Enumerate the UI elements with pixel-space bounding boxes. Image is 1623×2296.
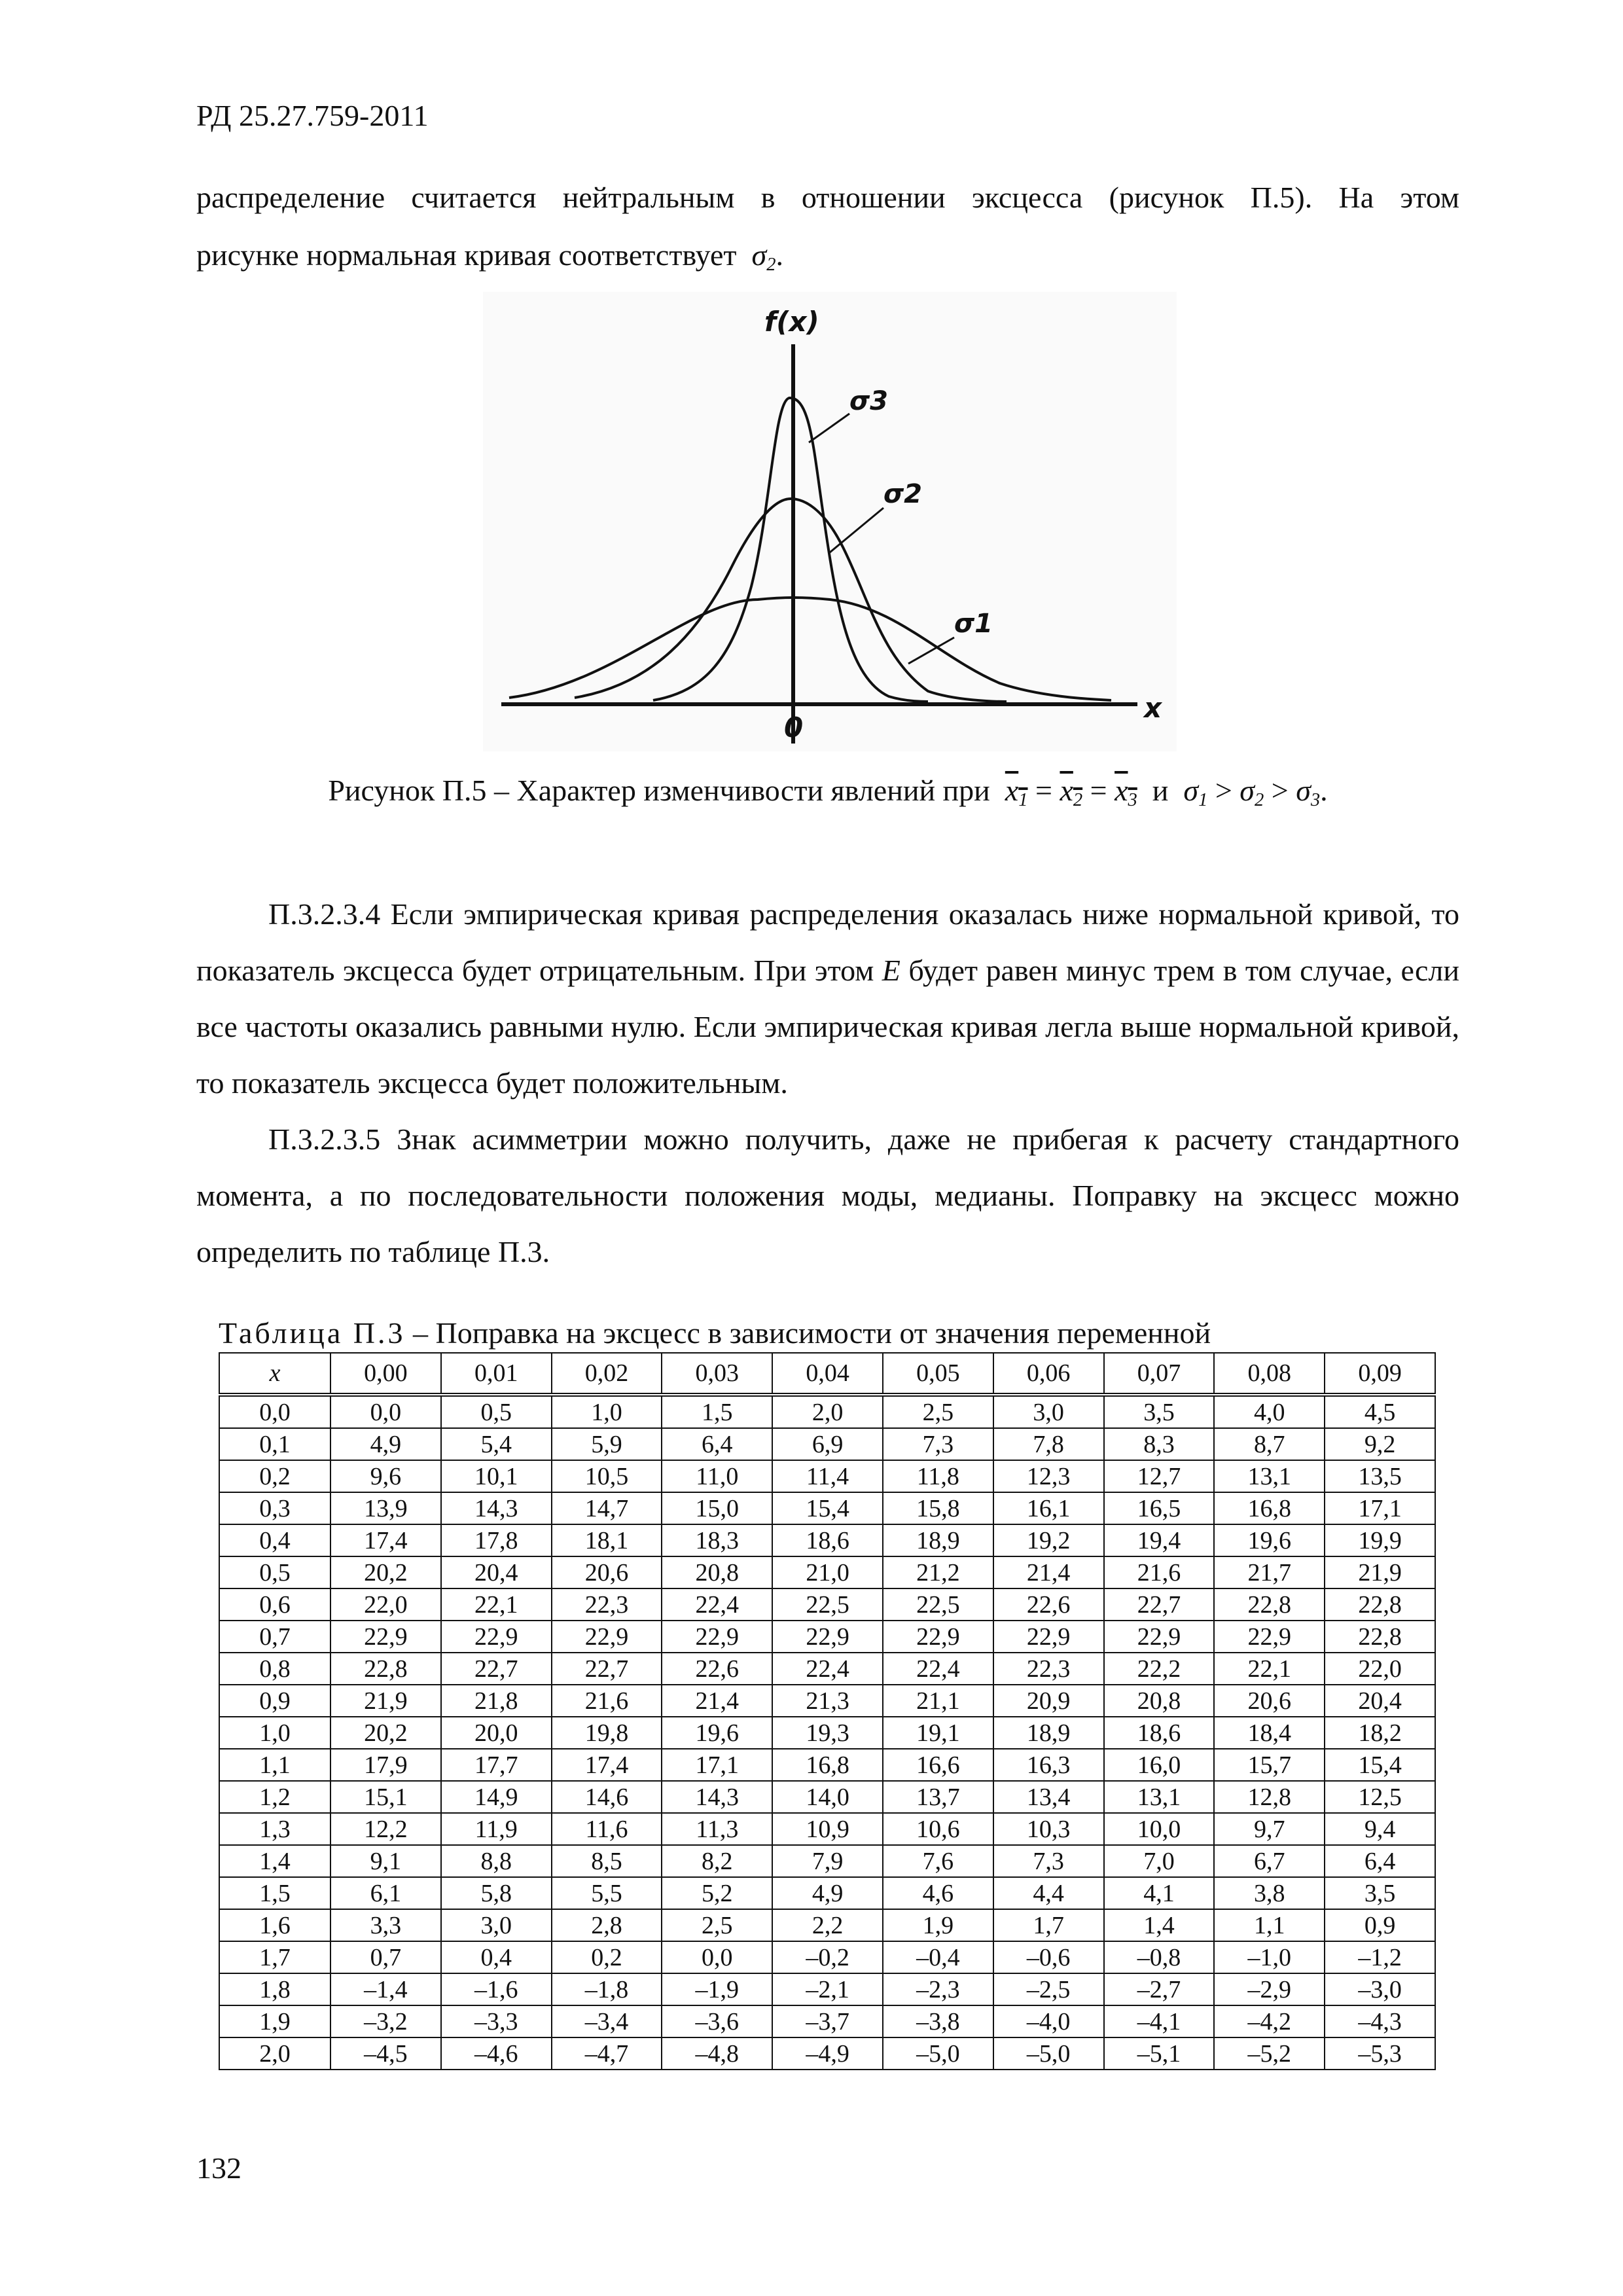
table-cell: 17,8	[441, 1524, 552, 1556]
table-cell: 0,0	[330, 1395, 441, 1428]
table-cell: –0,6	[993, 1941, 1104, 1973]
table-cell: 8,8	[441, 1845, 552, 1877]
table-cell: –4,0	[993, 2005, 1104, 2037]
table-cell: –1,6	[441, 1973, 552, 2005]
table-cell: 10,3	[993, 1813, 1104, 1845]
table-cell: –2,1	[772, 1973, 883, 2005]
table-cell: 22,9	[1214, 1621, 1325, 1653]
header-cell: 0,09	[1325, 1353, 1435, 1395]
row-label-cell: 0,6	[219, 1588, 330, 1621]
table-cell: 14,9	[441, 1781, 552, 1813]
table-cell: 2,2	[772, 1909, 883, 1941]
table-cell: 15,0	[662, 1492, 772, 1524]
table-cell: 1,4	[1104, 1909, 1215, 1941]
table-row	[219, 1877, 1435, 1909]
table-cell: 22,9	[552, 1621, 662, 1653]
table-cell: 4,5	[1325, 1395, 1435, 1428]
table-cell: 4,6	[883, 1877, 993, 1909]
table-cell: 11,9	[441, 1813, 552, 1845]
table-cell: 1,1	[1214, 1909, 1325, 1941]
table-cell: 13,1	[1214, 1460, 1325, 1492]
row-label-cell: 0,2	[219, 1460, 330, 1492]
header-cell: 0,00	[330, 1353, 441, 1395]
header-cell-x: x	[219, 1353, 330, 1395]
table-cell: 21,2	[883, 1556, 993, 1588]
table-cell: 22,7	[1104, 1588, 1215, 1621]
row-label-cell: 1,0	[219, 1717, 330, 1749]
table-row	[219, 1588, 1435, 1621]
row-label-cell: 0,4	[219, 1524, 330, 1556]
table-row	[219, 1813, 1435, 1845]
table-row	[219, 1749, 1435, 1781]
table-cell: 11,4	[772, 1460, 883, 1492]
table-cell: 4,4	[993, 1877, 1104, 1909]
table-cell: 14,3	[441, 1492, 552, 1524]
table-cell: –2,3	[883, 1973, 993, 2005]
table-cell: 1,7	[993, 1909, 1104, 1941]
table-cell: –4,2	[1214, 2005, 1325, 2037]
table-cell: 5,8	[441, 1877, 552, 1909]
table-cell: 1,9	[883, 1909, 993, 1941]
table-cell: 19,2	[993, 1524, 1104, 1556]
row-label-cell: 2,0	[219, 2037, 330, 2070]
header-cell: 0,06	[993, 1353, 1104, 1395]
table-cell: 22,9	[330, 1621, 441, 1653]
page-number: 132	[196, 2151, 241, 2185]
table-cell: –0,2	[772, 1941, 883, 1973]
table-cell: 0,4	[441, 1941, 552, 1973]
table-cell: 11,3	[662, 1813, 772, 1845]
table-cell: –4,1	[1104, 2005, 1215, 2037]
table-cell: 19,4	[1104, 1524, 1215, 1556]
table-cell: 20,4	[1325, 1685, 1435, 1717]
table-cell: 18,6	[772, 1524, 883, 1556]
table-cell: 17,4	[330, 1524, 441, 1556]
table-row	[219, 1428, 1435, 1460]
table-cell: 15,4	[772, 1492, 883, 1524]
table-cell: 22,9	[993, 1621, 1104, 1653]
leader-sigma2	[830, 508, 883, 552]
table-cell: 22,8	[1325, 1588, 1435, 1621]
table-cell: 22,9	[883, 1621, 993, 1653]
table-row	[219, 1524, 1435, 1556]
table-cell: 3,3	[330, 1909, 441, 1941]
distribution-curves-plot	[483, 292, 1177, 751]
table-title	[219, 1317, 1211, 1350]
curve-sigma2	[575, 499, 1007, 702]
table-cell: 21,3	[772, 1685, 883, 1717]
table-cell: 8,7	[1214, 1428, 1325, 1460]
table-cell: –5,2	[1214, 2037, 1325, 2070]
table-cell: –4,7	[552, 2037, 662, 2070]
table-cell: 9,7	[1214, 1813, 1325, 1845]
row-label-cell: 0,0	[219, 1395, 330, 1428]
table-cell: 22,5	[883, 1588, 993, 1621]
table-row	[219, 1973, 1435, 2005]
table-cell: 7,8	[993, 1428, 1104, 1460]
header-cell: 0,08	[1214, 1353, 1325, 1395]
table-cell: 1,5	[662, 1395, 772, 1428]
table-cell: 0,5	[441, 1395, 552, 1428]
header-cell: 0,05	[883, 1353, 993, 1395]
table-cell: 16,5	[1104, 1492, 1215, 1524]
table-cell: 2,8	[552, 1909, 662, 1941]
table-cell: 4,0	[1214, 1395, 1325, 1428]
row-label-cell: 1,1	[219, 1749, 330, 1781]
document-number: РД 25.27.759-2011	[196, 99, 429, 132]
table-cell: 12,3	[993, 1460, 1104, 1492]
table-cell: –3,2	[330, 2005, 441, 2037]
table-cell: 0,2	[552, 1941, 662, 1973]
table-row	[219, 1556, 1435, 1588]
table-cell: 16,1	[993, 1492, 1104, 1524]
leader-sigma3	[809, 414, 849, 442]
table-cell: 16,0	[1104, 1749, 1215, 1781]
table-cell: 22,8	[1325, 1621, 1435, 1653]
table-cell: 21,6	[1104, 1556, 1215, 1588]
table-row	[219, 2005, 1435, 2037]
table-row	[219, 1717, 1435, 1749]
table-cell: 8,3	[1104, 1428, 1215, 1460]
table-row	[219, 1941, 1435, 1973]
row-label-cell: 0,8	[219, 1653, 330, 1685]
table-cell: 21,4	[662, 1685, 772, 1717]
table-cell: 13,5	[1325, 1460, 1435, 1492]
table-cell: 21,6	[552, 1685, 662, 1717]
row-label-cell: 1,7	[219, 1941, 330, 1973]
table-cell: 22,1	[441, 1588, 552, 1621]
table-cell: –2,7	[1104, 1973, 1215, 2005]
table-cell: 3,0	[993, 1395, 1104, 1428]
table-cell: 4,9	[772, 1877, 883, 1909]
table-cell: 19,6	[1214, 1524, 1325, 1556]
table-cell: 17,1	[1325, 1492, 1435, 1524]
table-cell: 16,3	[993, 1749, 1104, 1781]
table-cell: –3,0	[1325, 1973, 1435, 2005]
x-axis-label: x	[1144, 692, 1162, 724]
table-cell: 2,5	[883, 1395, 993, 1428]
table-cell: –3,4	[552, 2005, 662, 2037]
table-cell: 22,3	[552, 1588, 662, 1621]
table-cell: 7,9	[772, 1845, 883, 1877]
row-label-cell: 0,1	[219, 1428, 330, 1460]
table-row	[219, 1845, 1435, 1877]
row-label-cell: 1,8	[219, 1973, 330, 2005]
table-cell: 22,4	[662, 1588, 772, 1621]
table-cell: –1,0	[1214, 1941, 1325, 1973]
table-cell: 15,8	[883, 1492, 993, 1524]
table-cell: 22,9	[1104, 1621, 1215, 1653]
row-label-cell: 0,7	[219, 1621, 330, 1653]
table-cell: 9,2	[1325, 1428, 1435, 1460]
table-cell: 4,9	[330, 1428, 441, 1460]
header-cell: 0,07	[1104, 1353, 1215, 1395]
table-cell: –3,3	[441, 2005, 552, 2037]
paragraph-p3-2-3-4: П.3.2.3.4 Если эмпирическая кривая распределения оказалась ниже нормальной кривой, то показатель эксцесса будет отрицательным. При этом E будет равен минус трем в том случае, если все частоты оказались равными нулю. Если эмпирическая кривая легла выше нормальной кривой, то показатель эксцесса будет положительным.	[196, 897, 1459, 1100]
table-cell: 10,5	[552, 1460, 662, 1492]
table-cell: 20,6	[552, 1556, 662, 1588]
table-cell: 20,2	[330, 1717, 441, 1749]
table-cell: 14,3	[662, 1781, 772, 1813]
distribution-figure	[483, 292, 1177, 751]
table-cell: 10,9	[772, 1813, 883, 1845]
table-cell: –4,5	[330, 2037, 441, 2070]
table-cell: 22,3	[993, 1653, 1104, 1685]
table-cell: 15,1	[330, 1781, 441, 1813]
table-cell: 11,6	[552, 1813, 662, 1845]
table-cell: 0,7	[330, 1941, 441, 1973]
table-cell: 3,8	[1214, 1877, 1325, 1909]
sigma-symbol: $\sigma_2$	[751, 238, 776, 275]
sigma3-label: σ3	[849, 386, 888, 416]
table-cell: –5,0	[883, 2037, 993, 2070]
intro-line-2: рисунке нормальная кривая соответствует $\sigma_2$.	[196, 238, 783, 275]
table-cell: –1,9	[662, 1973, 772, 2005]
table-cell: 13,9	[330, 1492, 441, 1524]
table-cell: 22,4	[772, 1653, 883, 1685]
table-cell: 18,6	[1104, 1717, 1215, 1749]
table-cell: 22,9	[772, 1621, 883, 1653]
y-axis-label: f(x)	[764, 306, 819, 338]
table-cell: 21,9	[1325, 1556, 1435, 1588]
table-cell: 20,8	[662, 1556, 772, 1588]
table-cell: 22,0	[330, 1588, 441, 1621]
table-cell: –2,5	[993, 1973, 1104, 2005]
table-cell: 14,7	[552, 1492, 662, 1524]
body-paragraphs	[196, 886, 1459, 1280]
table-cell: –1,8	[552, 1973, 662, 2005]
table-cell: 5,9	[552, 1428, 662, 1460]
table-cell: 17,4	[552, 1749, 662, 1781]
excess-correction-table	[219, 1352, 1436, 2070]
table-row	[219, 1460, 1435, 1492]
table-cell: 21,8	[441, 1685, 552, 1717]
intro-line-1: распределение считается нейтральным в отношении эксцесса (рисунок П.5). На этом	[196, 181, 1459, 214]
table-cell: 22,7	[552, 1653, 662, 1685]
table-cell: 16,6	[883, 1749, 993, 1781]
header-cell: 0,03	[662, 1353, 772, 1395]
paragraph-p3-2-3-5: П.3.2.3.5 Знак асимметрии можно получить, даже не прибегая к расчету стандартного момента, а по последовательности положения моды, медианы. Поправку на эксцесс можно определить по таблице П.3.	[196, 1122, 1459, 1268]
table-row	[219, 1621, 1435, 1653]
table-cell: –4,3	[1325, 2005, 1435, 2037]
table-cell: 21,7	[1214, 1556, 1325, 1588]
table-cell: 17,9	[330, 1749, 441, 1781]
table-cell: 14,6	[552, 1781, 662, 1813]
table-cell: 22,7	[441, 1653, 552, 1685]
table-cell: 18,2	[1325, 1717, 1435, 1749]
table-cell: 16,8	[1214, 1492, 1325, 1524]
table-row	[219, 1909, 1435, 1941]
table-cell: –3,7	[772, 2005, 883, 2037]
row-label-cell: 0,3	[219, 1492, 330, 1524]
curve-sigma3	[653, 398, 928, 702]
table-cell: 0,9	[1325, 1909, 1435, 1941]
table-cell: 20,2	[330, 1556, 441, 1588]
table-cell: –2,9	[1214, 1973, 1325, 2005]
table-row	[219, 2037, 1435, 2070]
table-header-row	[219, 1353, 1435, 1395]
table-cell: 18,1	[552, 1524, 662, 1556]
table-cell: 8,2	[662, 1845, 772, 1877]
table-cell: 22,8	[330, 1653, 441, 1685]
table-cell: 18,4	[1214, 1717, 1325, 1749]
table-cell: 22,1	[1214, 1653, 1325, 1685]
table-cell: 3,5	[1104, 1395, 1215, 1428]
table-cell: –5,1	[1104, 2037, 1215, 2070]
table-cell: 10,6	[883, 1813, 993, 1845]
table-cell: 18,3	[662, 1524, 772, 1556]
table-cell: –1,4	[330, 1973, 441, 2005]
table-cell: 4,1	[1104, 1877, 1215, 1909]
row-label-cell: 0,9	[219, 1685, 330, 1717]
table-cell: 11,0	[662, 1460, 772, 1492]
table-cell: –4,6	[441, 2037, 552, 2070]
table-cell: 21,9	[330, 1685, 441, 1717]
table-cell: 20,0	[441, 1717, 552, 1749]
table-cell: 12,7	[1104, 1460, 1215, 1492]
table-cell: 2,5	[662, 1909, 772, 1941]
table-cell: –3,8	[883, 2005, 993, 2037]
table-cell: 22,9	[662, 1621, 772, 1653]
table-cell: 1,0	[552, 1395, 662, 1428]
table-cell: 22,2	[1104, 1653, 1215, 1685]
row-label-cell: 1,9	[219, 2005, 330, 2037]
table-cell: 22,6	[662, 1653, 772, 1685]
table-cell: 15,7	[1214, 1749, 1325, 1781]
table-row	[219, 1653, 1435, 1685]
sigma1-label: σ1	[954, 609, 993, 639]
table-cell: 5,2	[662, 1877, 772, 1909]
table-cell: 19,8	[552, 1717, 662, 1749]
table-row	[219, 1395, 1435, 1428]
table-label: Таблица П.3	[219, 1316, 406, 1350]
table-row	[219, 1685, 1435, 1717]
table-cell: 6,7	[1214, 1845, 1325, 1877]
table-cell: 22,0	[1325, 1653, 1435, 1685]
table-cell: 6,4	[1325, 1845, 1435, 1877]
row-label-cell: 0,5	[219, 1556, 330, 1588]
table-cell: 10,0	[1104, 1813, 1215, 1845]
table-cell: 6,4	[662, 1428, 772, 1460]
table-title-text: – Поправка на эксцесс в зависимости от значения переменной	[412, 1316, 1211, 1350]
table-cell: –5,0	[993, 2037, 1104, 2070]
table-cell: 18,9	[993, 1717, 1104, 1749]
table-cell: 15,4	[1325, 1749, 1435, 1781]
origin-label: 0	[784, 711, 804, 744]
table-cell: 13,1	[1104, 1781, 1215, 1813]
table-cell: 19,3	[772, 1717, 883, 1749]
row-label-cell: 1,4	[219, 1845, 330, 1877]
table-cell: –4,8	[662, 2037, 772, 2070]
table-cell: 19,9	[1325, 1524, 1435, 1556]
row-label-cell: 1,6	[219, 1909, 330, 1941]
table-cell: 9,6	[330, 1460, 441, 1492]
table-cell: 16,8	[772, 1749, 883, 1781]
row-label-cell: 1,2	[219, 1781, 330, 1813]
table-row	[219, 1781, 1435, 1813]
table-cell: 22,8	[1214, 1588, 1325, 1621]
figure-caption: Рисунок П.5 – Характер изменчивости явлений при $x_1 = x_2 = x_3$ и $\sigma_1 > \sigma_2 > \sigma_3$.	[328, 774, 1328, 810]
table-cell: 21,0	[772, 1556, 883, 1588]
header-cell: 0,01	[441, 1353, 552, 1395]
table-cell: 22,4	[883, 1653, 993, 1685]
table-cell: 21,4	[993, 1556, 1104, 1588]
table-cell: 13,7	[883, 1781, 993, 1813]
table-cell: 11,8	[883, 1460, 993, 1492]
table-cell: 20,6	[1214, 1685, 1325, 1717]
table-cell: 2,0	[772, 1395, 883, 1428]
table-cell: 12,2	[330, 1813, 441, 1845]
table-cell: 3,5	[1325, 1877, 1435, 1909]
header-cell: 0,02	[552, 1353, 662, 1395]
table-cell: 17,1	[662, 1749, 772, 1781]
table-cell: 18,9	[883, 1524, 993, 1556]
table-cell: 7,0	[1104, 1845, 1215, 1877]
row-label-cell: 1,5	[219, 1877, 330, 1909]
table-cell: 5,5	[552, 1877, 662, 1909]
leader-sigma1	[908, 637, 954, 664]
table-cell: 3,0	[441, 1909, 552, 1941]
intro-text	[196, 169, 1459, 284]
table-cell: –5,3	[1325, 2037, 1435, 2070]
table-cell: 20,4	[441, 1556, 552, 1588]
row-label-cell: 1,3	[219, 1813, 330, 1845]
table-cell: –4,9	[772, 2037, 883, 2070]
table-cell: 12,5	[1325, 1781, 1435, 1813]
table-cell: 12,8	[1214, 1781, 1325, 1813]
table-cell: 7,3	[883, 1428, 993, 1460]
table-cell: –3,6	[662, 2005, 772, 2037]
table-cell: 6,9	[772, 1428, 883, 1460]
table-cell: 17,7	[441, 1749, 552, 1781]
table-cell: 6,1	[330, 1877, 441, 1909]
table-cell: 8,5	[552, 1845, 662, 1877]
header-cell: 0,04	[772, 1353, 883, 1395]
table-cell: 10,1	[441, 1460, 552, 1492]
table-cell: 5,4	[441, 1428, 552, 1460]
table-cell: –0,4	[883, 1941, 993, 1973]
table-row	[219, 1492, 1435, 1524]
curve-sigma1	[509, 598, 1111, 700]
table-cell: 9,1	[330, 1845, 441, 1877]
table-cell: –1,2	[1325, 1941, 1435, 1973]
table-cell: 7,6	[883, 1845, 993, 1877]
table-cell: 22,5	[772, 1588, 883, 1621]
table-cell: 13,4	[993, 1781, 1104, 1813]
table-cell: 20,9	[993, 1685, 1104, 1717]
table-cell: 19,1	[883, 1717, 993, 1749]
intro-line-2-text: рисунке нормальная кривая соответствует	[196, 238, 737, 272]
table-cell: 21,1	[883, 1685, 993, 1717]
table-cell: 14,0	[772, 1781, 883, 1813]
table-cell: 0,0	[662, 1941, 772, 1973]
table-body	[219, 1395, 1435, 2070]
sigma2-label: σ2	[883, 479, 922, 509]
table-cell: 9,4	[1325, 1813, 1435, 1845]
table-cell: 19,6	[662, 1717, 772, 1749]
table-cell: 22,9	[441, 1621, 552, 1653]
table-cell: 7,3	[993, 1845, 1104, 1877]
table-cell: 20,8	[1104, 1685, 1215, 1717]
table-cell: 22,6	[993, 1588, 1104, 1621]
table-cell: –0,8	[1104, 1941, 1215, 1973]
